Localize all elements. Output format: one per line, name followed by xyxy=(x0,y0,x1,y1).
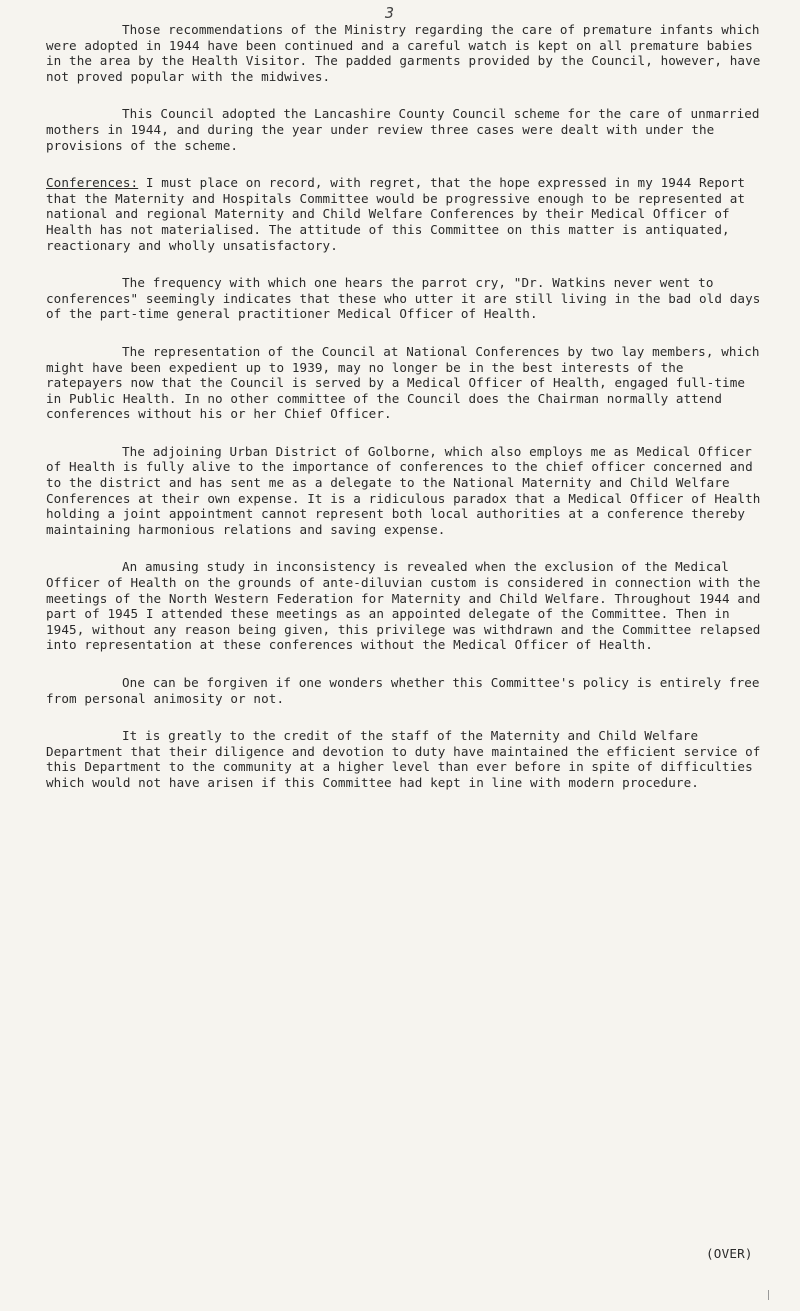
overleaf-marker: (OVER) xyxy=(706,1246,753,1261)
paragraph-inconsistency xyxy=(46,559,769,653)
section-heading-conferences: Conferences: xyxy=(46,175,139,191)
paragraph-conferences xyxy=(46,175,764,253)
report-body xyxy=(46,22,769,813)
paragraph-text: The representation of the Council at National Conferences by two lay members, which might have been expedient up to 1939, may no longer be in the best interests of the ratepayers now that the Council is served by a Medical Officer of Health, engaged full-time in Public Health. In no other committee of the Council does the Chairman normally attend conferences without his or her Chief Officer. xyxy=(46,343,768,422)
page-number: 3 xyxy=(385,4,395,22)
paragraph-text: The frequency with which one hears the parrot cry, "Dr. Watkins never went to conferences" seemingly indicates that these who utter it are still living in the bad old days of the part-time general practitioner Medical Officer of Health. xyxy=(46,275,769,322)
paragraph-text: One can be forgiven if one wonders whether this Committee's policy is entirely free from personal animosity or not. xyxy=(46,675,768,706)
paragraph-golborne xyxy=(46,443,769,538)
paragraph-representation xyxy=(46,343,768,422)
paragraph-premature-infants xyxy=(46,22,769,84)
paragraph-text: This Council adopted the Lancashire County Council scheme for the care of unmarried mothers in 1944, and during the year under review three cases were dealt with under the provisions of the scheme. xyxy=(46,106,768,153)
paragraph-parrot-cry xyxy=(46,275,769,322)
paragraph-staff-credit xyxy=(46,728,769,790)
paragraph-text: An amusing study in inconsistency is revealed when the exclusion of the Medical Officer of Health on the grounds of ante-diluvian custom is considered in connection with the meetings of the North Western Federation for Maternity and Child Welfare. Throughout 1944 and part of 1945 I attended these meetings as an appointed delegate of the Committee. Then in 1945, without any reason being given, this privilege was withdrawn and the Committee relapsed into representation at these conferences without the Medical Officer of Health. xyxy=(46,559,769,653)
paragraph-text: I must place on record, with regret, that the hope expressed in my 1944 Report that the Maternity and Hospitals Committee would be progressive enough to be represented at national and regional Maternity and Child Welfare Conferences by their Medical Officer of Health has not materialised. The attitude of this Committee on this matter is antiquated, reactionary and wholly unsatisfactory. xyxy=(46,175,753,253)
scan-mark xyxy=(768,1290,773,1300)
paragraph-text: It is greatly to the credit of the staff of the Maternity and Child Welfare Department that their diligence and devotion to duty have maintained the efficient service of this Department to the community at a higher level than ever before in spite of difficulties which would not have arisen if this Committee had kept in line with modern procedure. xyxy=(46,728,769,790)
paragraph-animosity xyxy=(46,675,768,706)
paragraph-unmarried-mothers xyxy=(46,106,768,153)
paragraph-text: Those recommendations of the Ministry regarding the care of premature infants which were adopted in 1944 have been continued and a careful watch is kept on all premature babies in the area by the Health Visitor. The padded garments provided by the Council, however, have not proved popular with the midwives. xyxy=(46,22,769,84)
paragraph-text: The adjoining Urban District of Golborne, which also employs me as Medical Officer of Health is fully alive to the importance of conferences to the chief officer concerned and to the district and has sent me as a delegate to the National Maternity and Child Welfare Conferences at their own expense. It is a ridiculous paradox that a Medical Officer of Health holding a joint appointment cannot represent both local authorities at a conference thereby maintaining harmonious relations and saving expense. xyxy=(46,443,769,537)
